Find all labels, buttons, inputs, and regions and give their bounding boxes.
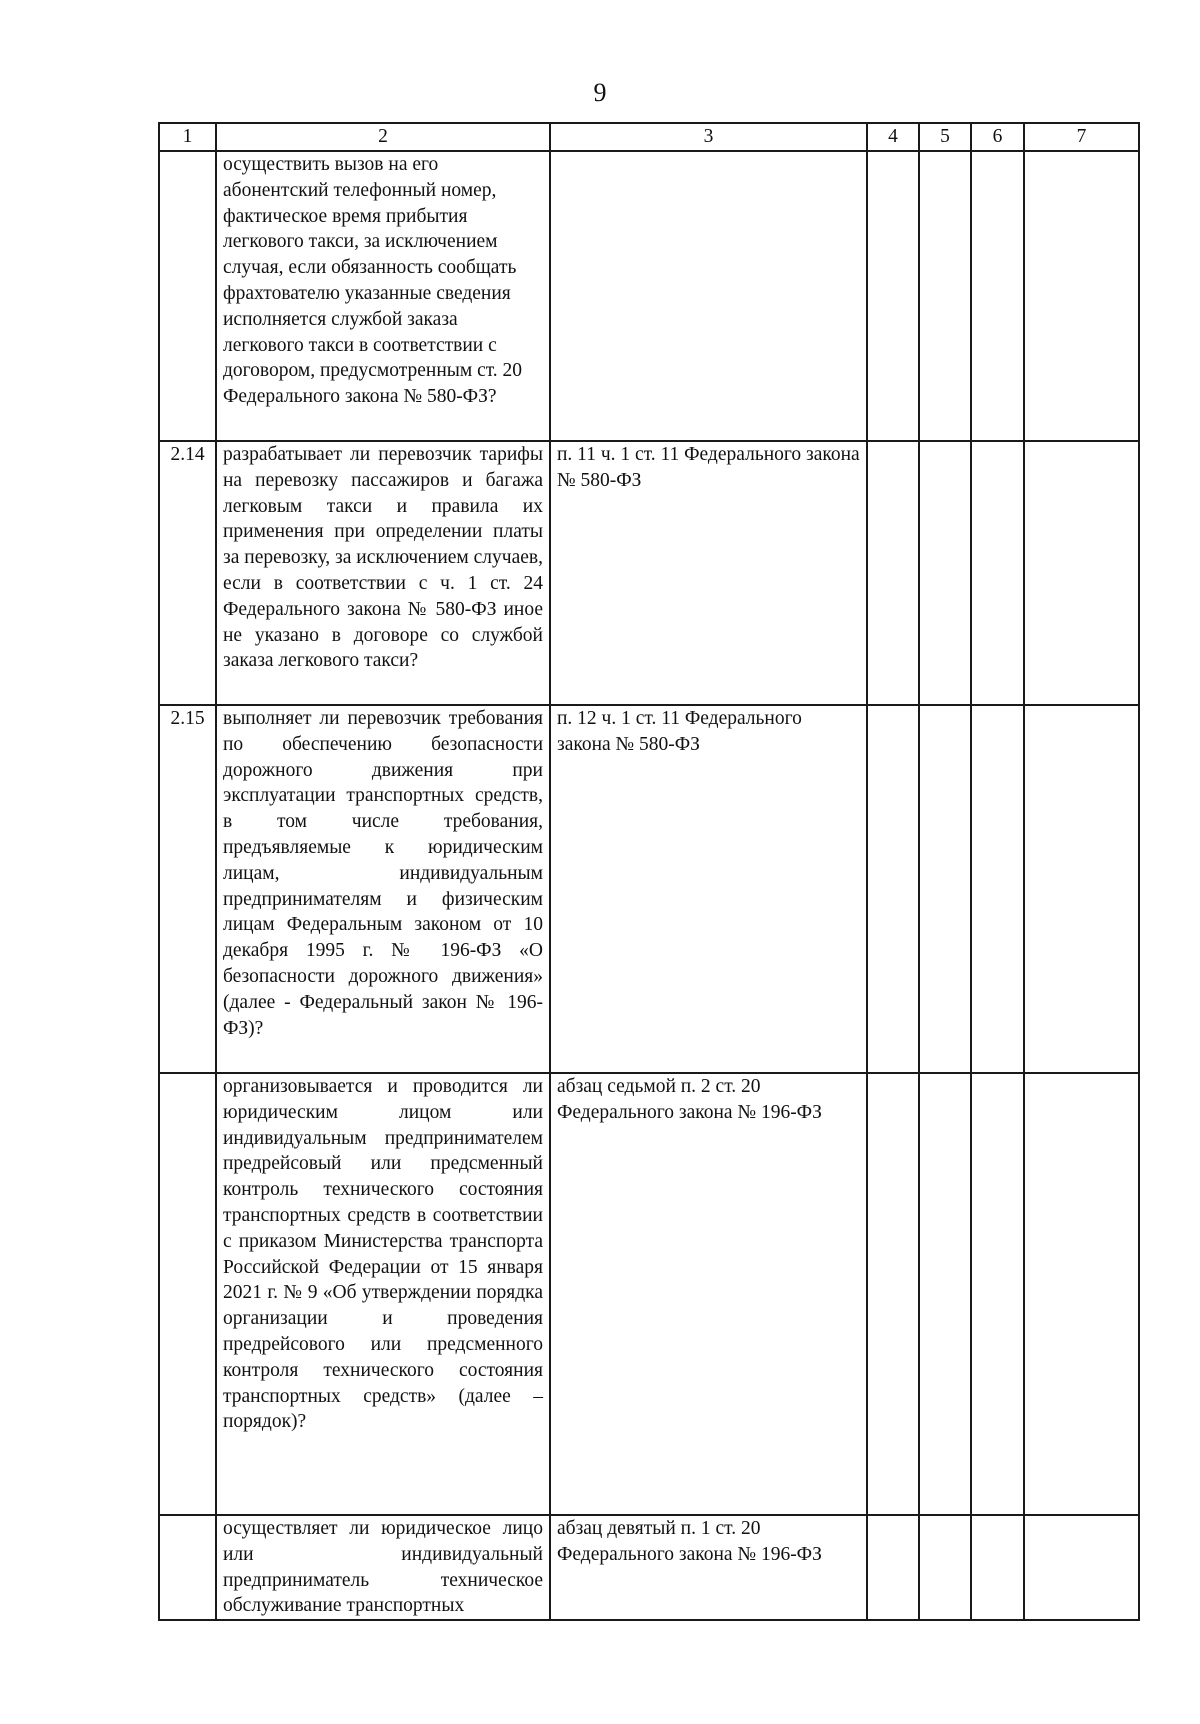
row-number [159,1073,216,1515]
question-cell: выполняет ли перевозчик требования по обеспечению безопасности дорожного движения при эксплуатации транспортных средств, в том числе требования, предъявляемые к юридическим лицам, индивидуальным предпринимателям и физическим лицам Федеральным законом от 10 декабря 1995 г. № 196-ФЗ «О безопасности дорожного движения» (далее - Федеральный закон № 196-ФЗ)? [216,705,550,1073]
header-cell-5: 5 [919,123,971,151]
note-cell [1024,151,1139,441]
note-cell [1024,705,1139,1073]
answer-cell [867,441,919,705]
header-cell-4: 4 [867,123,919,151]
table-row [159,1073,1139,1515]
answer-cell [971,151,1024,441]
row-number: 2.15 [159,705,216,1073]
table-row [159,1515,1139,1620]
answer-cell [919,1073,971,1515]
note-cell [1024,441,1139,705]
question-cell: осуществить вызов на его абонентский телефонный номер, фактическое время прибытия легкового такси, за исключением случая, если обязанность сообщать фрахтователю указанные сведения исполняется службой заказа легкового такси в соответствии с договором, предусмотренным ст. 20 Федерального закона № 580-ФЗ? [216,151,550,441]
page-number: 9 [593,78,607,107]
row-number: 2.14 [159,441,216,705]
header-cell-2: 2 [216,123,550,151]
row-number [159,151,216,441]
checklist-table [158,122,1140,1621]
header-cell-6: 6 [971,123,1024,151]
reference-cell: абзац девятый п. 1 ст. 20 Федерального закона № 196-ФЗ [550,1515,867,1620]
table-row [159,441,1139,705]
answer-cell [971,441,1024,705]
answer-cell [867,1073,919,1515]
answer-cell [971,1515,1024,1620]
answer-cell [919,1515,971,1620]
answer-cell [971,705,1024,1073]
reference-cell: п. 12 ч. 1 ст. 11 Федерального закона № 580-ФЗ [550,705,867,1073]
note-cell [1024,1073,1139,1515]
answer-cell [919,705,971,1073]
header-cell-7: 7 [1024,123,1139,151]
table-row [159,705,1139,1073]
note-cell [1024,1515,1139,1620]
question-cell: разрабатывает ли перевозчик тарифы на перевозку пассажиров и багажа легковым такси и правила их применения при определении платы за перевозку, за исключением случаев, если в соответствии с ч. 1 ст. 24 Федерального закона № 580-ФЗ иное не указано в договоре со службой заказа легкового такси? [216,441,550,705]
header-cell-1: 1 [159,123,216,151]
header-cell-3: 3 [550,123,867,151]
answer-cell [971,1073,1024,1515]
answer-cell [867,1515,919,1620]
answer-cell [919,441,971,705]
reference-cell: абзац седьмой п. 2 ст. 20 Федерального закона № 196-ФЗ [550,1073,867,1515]
row-number [159,1515,216,1620]
header-row [159,123,1139,151]
reference-cell [550,151,867,441]
reference-cell: п. 11 ч. 1 ст. 11 Федерального закона № 580-ФЗ [550,441,867,705]
answer-cell [919,151,971,441]
answer-cell [867,151,919,441]
question-cell: организовывается и проводится ли юридическим лицом или индивидуальным предпринимателем предрейсовый или предсменный контроль технического состояния транспортных средств в соответствии с приказом Министерства транспорта Российской Федерации от 15 января 2021 г. № 9 «Об утверждении порядка организации и проведения предрейсового или предсменного контроля технического состояния транспортных средств» (далее – порядок)? [216,1073,550,1515]
question-cell: осуществляет ли юридическое лицо или индивидуальный предприниматель техническое обслуживание транспортных [216,1515,550,1620]
answer-cell [867,705,919,1073]
table-row [159,151,1139,441]
